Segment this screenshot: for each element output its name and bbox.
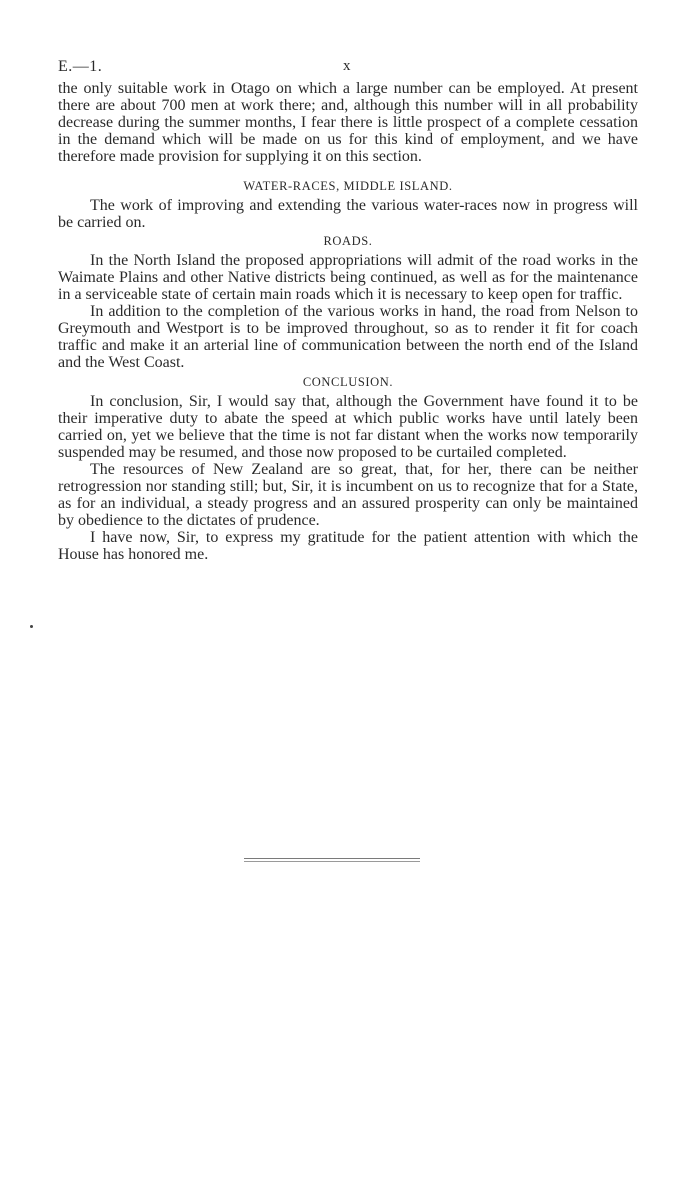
end-rule-line-top <box>244 858 420 859</box>
paragraph-otago-employment: the only suitable work in Otago on which a large number can be employed. At present there are about 700 men at work there; and, although this number will in all probability decrease during the summer months, I fear there is little prospect of a complete cessation in the demand which will be made on us for this kind of employment, and we have therefore made provision for supplying it on this section. <box>58 80 638 165</box>
body-text <box>58 80 638 563</box>
heading-water-races: WATER-RACES, MIDDLE ISLAND. <box>243 179 453 193</box>
heading-roads: ROADS. <box>323 234 373 248</box>
paragraph-water-races: The work of improving and extending the various water-races now in progress will be carried on. <box>58 197 638 231</box>
running-header <box>58 58 638 80</box>
end-rule <box>244 858 420 862</box>
document-page <box>58 58 638 563</box>
document-reference: E.—1. <box>58 58 103 75</box>
margin-mark <box>30 625 33 628</box>
paragraph-conclusion: In conclusion, Sir, I would say that, although the Government have found it to be their imperative duty to abate the speed at which public works have until lately been carried on, yet we believe that the time is not far distant when the works now temporarily suspended may be resumed, and those now proposed to be curtailed completed. <box>58 393 638 461</box>
paragraph-resources: The resources of New Zealand are so great, that, for her, there can be neither retrogression nor standing still; but, Sir, it is incumbent on us to recognize that for a State, as for an individual, a steady progress and an assured prosperity can only be maintained by obedience to the dictates of prudence. <box>58 461 638 529</box>
page-number: x <box>343 58 351 74</box>
paragraph-nelson-road: In addition to the completion of the various works in hand, the road from Nelson to Greymouth and Westport is to be improved throughout, so as to render it fit for coach traffic and make it an arterial line of communication between the north end of the Island and the West Coast. <box>58 303 638 371</box>
end-rule-line-bottom <box>244 861 420 862</box>
paragraph-gratitude: I have now, Sir, to express my gratitude for the patient attention with which the House has honored me. <box>58 529 638 563</box>
paragraph-north-island-roads: In the North Island the proposed appropriations will admit of the road works in the Waimate Plains and other Native districts being continued, as well as for the maintenance in a serviceable state of certain main roads which it is necessary to keep open for traffic. <box>58 252 638 303</box>
heading-conclusion: CONCLUSION. <box>302 375 394 389</box>
